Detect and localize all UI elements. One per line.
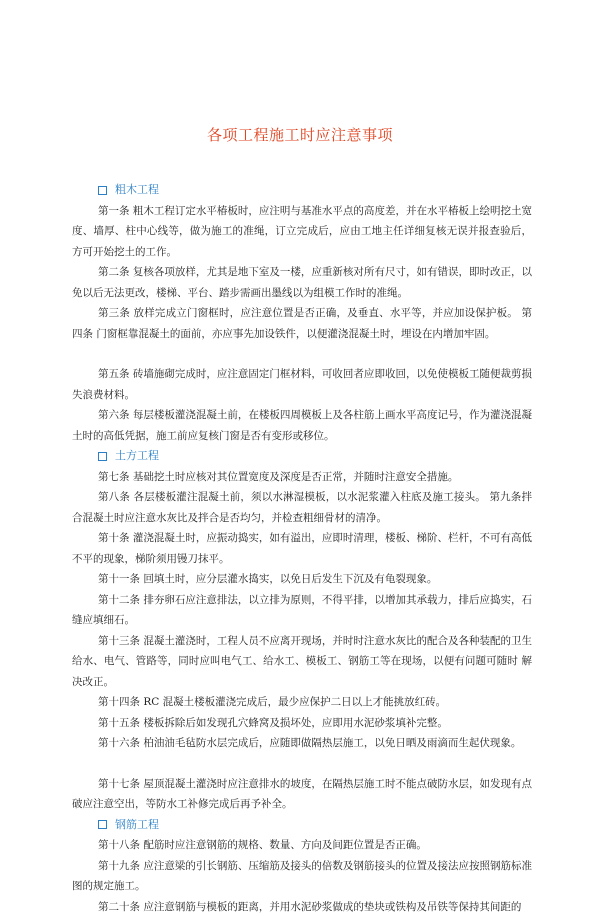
clause-2: 第二条 复核各项放样，尤其是地下室及一楼，应重新核对所有尺寸，如有错误，即时改正，以免以后无法更改，楼梯、平台、踏步需画出墨线以为组模工作时的准绳。 <box>72 262 532 303</box>
clause-20: 第二十条 应注意钢筋与模板的距离，并用水泥砂浆做成的垫块或铁构及吊铁等保持其间距的 <box>72 897 532 917</box>
clause-14: 第十四条 RC 混凝土楼板灌浇完成后，最少应保护二日以上才能挑放红砖。 <box>72 692 532 713</box>
clause-6: 第六条 每层楼板灌浇混凝土前，在楼板四周模板上及各柱筋上画水平高度记号，作为灌浇混凝土时的高低凭据，施工前应复核门窗是否有变形或移位。 <box>72 405 532 446</box>
section-heading-rough-carpentry <box>98 180 532 201</box>
clause-17: 第十七条 屋顶混凝土灌浇时应注意排水的坡度，在隔热层施工时不能点破防水层，如发现有点破应注意空出，等防水工补修完成后再予补全。 <box>72 774 532 815</box>
clause-5: 第五条 砖墙施砌完成时，应注意固定门框材料，可收回者应即收回，以免使模板工随便裁剪损失浪费材料。 <box>72 364 532 405</box>
clause-16: 第十六条 柏油油毛毡防水层完成后，应随即做隔热层施工，以免日晒及雨滴而生起伏现象。 <box>72 733 532 754</box>
clause-18: 第十八条 配筋时应注意钢筋的规格、数量、方向及间距位置是否正确。 <box>72 835 532 856</box>
clause-13: 第十三条 混凝土灌浇时，工程人员不应离开现场，并时时注意水灰比的配合及各种装配的卫生给水、电气、管路等，同时应叫电气工、给水工、模板工、钢筋工等在现场，以便有问题可随时 解决改正。 <box>72 631 532 693</box>
spacer <box>72 754 532 774</box>
checkbox-square-icon <box>98 186 107 195</box>
clause-8-9: 第八条 各层楼板灌注混凝土前，须以水淋湿模板，以水泥浆灌入柱底及施工接头。 第九条拌合混凝土时应注意水灰比及拌合是否均匀，并检查粗细骨材的清净。 <box>72 487 532 528</box>
document-body <box>72 180 532 917</box>
clause-10: 第十条 灌浇混凝土时，应振动捣实，如有溢出，应即时清理，楼板、梯阶、栏杆，不可有高低不平的现象，梯阶须用镘刀抹平。 <box>72 528 532 569</box>
section-label: 土方工程 <box>115 446 159 467</box>
checkbox-square-icon <box>98 820 107 829</box>
checkbox-square-icon <box>98 452 107 461</box>
section-label: 钢筋工程 <box>115 815 159 836</box>
section-heading-rebar <box>98 815 532 836</box>
clause-11: 第十一条 回填土时，应分层灌水捣实，以免日后发生下沉及有龟裂现象。 <box>72 569 532 590</box>
clause-12: 第十二条 排夯卵石应注意排法，以立排为原则，不得平排，以增加其承载力，排后应捣实，石缝应填细石。 <box>72 590 532 631</box>
spacer <box>72 344 532 364</box>
clause-7: 第七条 基础挖土时应核对其位置宽度及深度是否正常，并随时注意安全措施。 <box>72 467 532 488</box>
clause-1: 第一条 粗木工程订定水平椿板时，应注明与基准水平点的高度差，并在水平椿板上绘明挖土宽度、墙厚、柱中心线等，做为施工的准绳，订立完成后，应由工地主任详细复核无误并报查验后，方可开始挖土的工作。 <box>72 201 532 263</box>
section-label: 粗木工程 <box>115 180 159 201</box>
clause-19: 第十九条 应注意梁的引长钢筋、压缩筋及接头的倍数及钢筋接头的位置及接法应按照钢筋标准图的规定施工。 <box>72 856 532 897</box>
section-heading-earthwork <box>98 446 532 467</box>
page-title: 各项工程施工时应注意事项 <box>0 124 600 145</box>
clause-3-4: 第三条 放样完成立门窗框时，应注意位置是否正确，及垂直、水平等，并应加设保护板。 第四条 门窗框靠混凝土的面前，亦应事先加设铁件，以便灌浇混凝土时，埋设在内增加牢固。 <box>72 303 532 344</box>
clause-15: 第十五条 楼板拆除后如发现孔穴蜂窝及损坏处，应即用水泥砂浆填补完整。 <box>72 713 532 734</box>
